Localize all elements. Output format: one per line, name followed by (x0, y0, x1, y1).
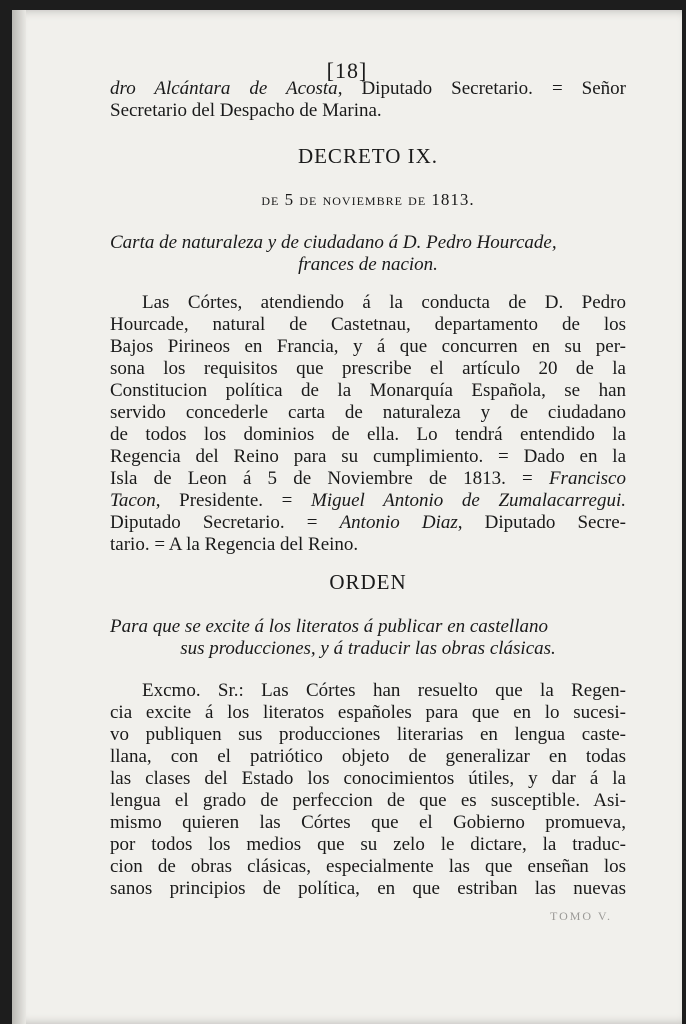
paragraph-line: vo publiquen sus producciones literarias en lengua caste- (110, 724, 626, 745)
paragraph-line: Diputado Secretario. = Antonio Diaz, Diputado Secre- (110, 512, 626, 533)
paragraph-line: Tacon, Presidente. = Miguel Antonio de Zumalacarregui. (110, 490, 626, 511)
paragraph-line: sona los requisitos que prescribe el artículo 20 de la (110, 358, 626, 379)
volume-mark: TOMO V. (549, 909, 612, 923)
paragraph-line: Bajos Pirineos en Francia, y á que concurren en su per- (110, 336, 626, 357)
paragraph-line: tario. = A la Regencia del Reino. (110, 534, 359, 555)
page-number: [18] (326, 58, 368, 83)
paragraph-line: Las Córtes, atendiendo á la conducta de D. Pedro (142, 292, 626, 313)
paragraph-line: servido concederle carta de naturaleza y de ciudadano (110, 402, 626, 423)
paragraph-line: cion de obras clásicas, especialmente las que enseñan los (110, 856, 626, 877)
paragraph-line: llana, con el patriótico objeto de generalizar en todas (110, 746, 626, 767)
paragraph-line: Regencia del Reino para su cumplimiento. = Dado en la (110, 446, 626, 467)
order-subtitle: Para que se excite á los literatos á publicar en castellano sus producciones, y á traducir las obras clásicas. (110, 616, 556, 659)
paragraph-line: de todos los dominios de ella. Lo tendrá entendido la (110, 424, 626, 445)
decree-title: DECRETO IX. (297, 144, 439, 168)
order-body (110, 680, 626, 900)
paragraph-line: Isla de Leon á 5 de Noviembre de 1813. = Francisco (110, 468, 626, 489)
decree-body (110, 292, 626, 556)
decree-date: de 5 de noviembre de 1813. (261, 190, 475, 209)
opening-line-2: Secretario del Despacho de Marina. (110, 100, 382, 121)
page-gutter (12, 10, 26, 1024)
paragraph-line: Excmo. Sr.: Las Córtes han resuelto que la Regen- (142, 680, 626, 701)
paragraph-line: por todos los medios que su zelo le dictare, la traduc- (110, 834, 626, 855)
opening-text (110, 78, 626, 122)
paragraph-line: sanos principios de política, en que estriban las nuevas (110, 878, 626, 899)
paragraph-line: lengua el grado de perfeccion de que es susceptible. Asi- (110, 790, 626, 811)
decree-subtitle: Carta de naturaleza y de ciudadano á D. Pedro Hourcade, frances de nacion. (110, 232, 557, 275)
paragraph-line: las clases del Estado los conocimientos útiles, y dar á la (110, 768, 626, 789)
paragraph-line: cia excite á los literatos españoles para que en lo sucesi- (110, 702, 626, 723)
paragraph-line: mismo quieren las Córtes que el Gobierno promueva, (110, 812, 626, 833)
opening-line-1: dro Alcántara de Acosta, Diputado Secretario. = Señor (110, 78, 627, 99)
paragraph-line: Constitucion política de la Monarquía Española, se han (110, 380, 626, 401)
book-page (12, 10, 682, 1024)
paragraph-line: Hourcade, natural de Castetnau, departamento de los (110, 314, 626, 335)
order-title: ORDEN (329, 570, 407, 594)
